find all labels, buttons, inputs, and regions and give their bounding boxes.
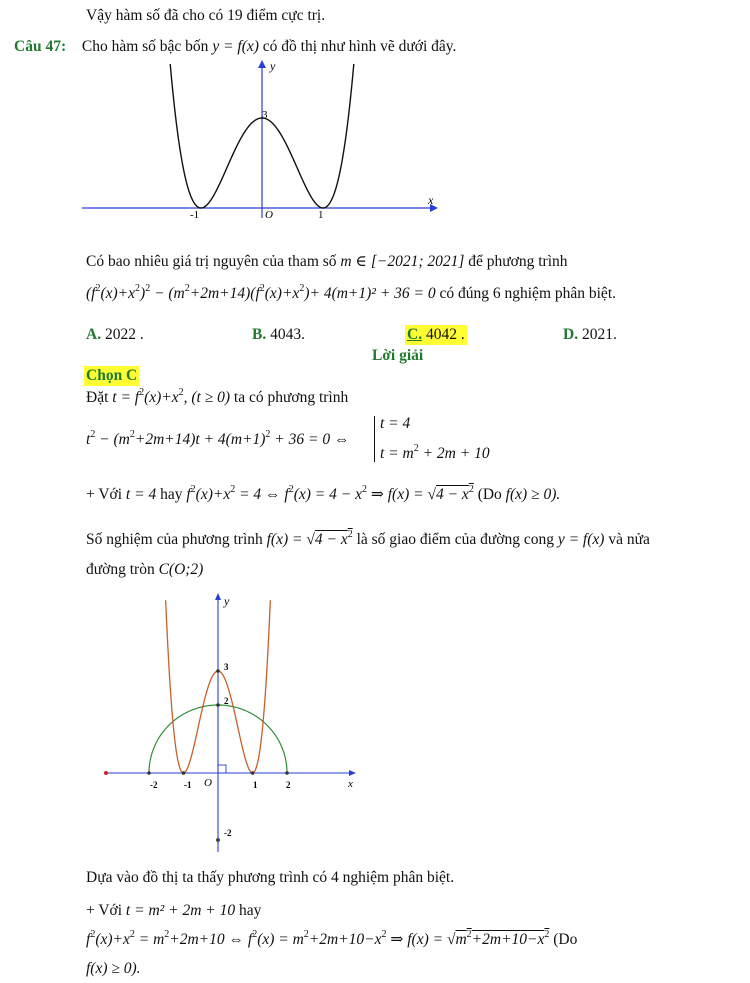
- marked-point: [182, 771, 186, 775]
- case2-hay: hay: [239, 902, 262, 919]
- root-count-line-1: Số nghiệm của phương trình $f(x) = √4 - x^2$ là số giao điểm của đường cong y = f(x) và nửa: [86, 529, 650, 548]
- case1-prefix: + Với: [86, 486, 123, 503]
- option-b-value: 4043.: [270, 326, 305, 343]
- origin-label: O: [204, 777, 212, 789]
- prompt-line-2: [86, 284, 616, 304]
- option-c[interactable]: [405, 325, 467, 345]
- root-count-func: $f(x) = √4 - x^2$: [266, 529, 353, 548]
- question-text-before: Cho hàm số bậc bốn: [81, 38, 209, 55]
- case2-condition: f(x) ≥ 0).: [86, 960, 141, 977]
- prompt-equation: $(f^2(x)+x^2)^2 - (m^2+2m+14)(f^2(x)+x^2)$: [86, 283, 310, 302]
- intro-line: Vậy hàm số đã cho có 19 điểm cực trị.: [86, 7, 326, 24]
- conclusion-line: Dựa vào đồ thị ta thấy phương trình có 4 nghiệm phân biệt.: [86, 869, 455, 886]
- case2-note: (Do: [553, 931, 578, 948]
- marked-point: [216, 703, 220, 707]
- origin-label: O: [265, 209, 273, 221]
- option-d[interactable]: [563, 325, 617, 345]
- prompt-text-1: Có bao nhiêu giá trị nguyên của tham số: [86, 253, 337, 270]
- case1-line: + Với t = 4 hay $f^2(x)+x^2 = 4$ ⇔ $f^2(x) = 4 - x^2$ ⇒ $f(x) = √4 - x^2$ (Do f(x) ≥ 0).: [86, 484, 561, 503]
- marked-point: [216, 669, 220, 673]
- case1-cond: t = 4: [125, 486, 157, 503]
- root-count-text-2: là số giao điểm của đường cong: [356, 531, 554, 548]
- case2-derivation: $f^2(x)+x^2 = m^2+2m+10$ ⇔ $f^2(x) = m^2+2m+10-x^2$ ⇒ $f(x) = √m^2+2m+10-x^2$ (Do: [86, 929, 578, 948]
- case1-hay: hay: [160, 486, 183, 503]
- x-axis-start-dot: [104, 771, 108, 775]
- y-label-neg2: -2: [224, 828, 232, 838]
- prompt-line-1: [86, 252, 568, 272]
- solution-title: Lời giải: [372, 347, 424, 364]
- x-axis-label: x: [348, 778, 353, 790]
- set-text: Đặt: [86, 389, 109, 406]
- case2-prefix: + Với: [86, 902, 123, 919]
- system-bracket: [374, 416, 375, 462]
- y-label-2: 2: [224, 696, 229, 706]
- set-line: [86, 388, 348, 408]
- question-label: Câu 47:: [14, 38, 67, 55]
- root-count-text-4: đường tròn: [86, 561, 155, 578]
- x-axis-label: x: [428, 193, 434, 207]
- case2-line: [86, 901, 261, 921]
- prompt-param: m ∈ [−2021; 2021]: [340, 253, 465, 270]
- x-label-pos1: 1: [253, 780, 258, 790]
- prompt-text-3: có đúng 6 nghiệm phân biệt.: [439, 285, 616, 302]
- circle-label: C(O;2): [158, 561, 204, 578]
- root-count-line-2: [86, 560, 203, 580]
- y-axis-end-dot: [216, 838, 220, 842]
- x-label-neg1: -1: [184, 780, 192, 790]
- marked-point: [251, 771, 255, 775]
- root-count-text-3: và nửa: [608, 531, 650, 548]
- option-b-letter: B.: [252, 326, 267, 343]
- y-axis-label: y: [224, 594, 230, 608]
- set-expression: $t = f^2(x)+x^2$, (t ≥ 0): [112, 387, 231, 406]
- right-angle-mark: [218, 765, 226, 773]
- case1-note: (Do: [477, 486, 502, 503]
- y-label-3: 3: [224, 662, 229, 672]
- x-label-neg2: -2: [150, 780, 158, 790]
- set-tail: ta có phương trình: [233, 389, 349, 406]
- option-a-letter: A.: [86, 326, 102, 343]
- option-d-letter: D.: [563, 326, 579, 343]
- option-c-letter: C.: [407, 326, 423, 343]
- option-b[interactable]: [252, 325, 305, 345]
- option-c-value: 4042 .: [425, 326, 465, 343]
- root-t-quad: $t = m^2 + 2m + 10$: [380, 443, 490, 462]
- marked-point: [147, 771, 151, 775]
- root-count-text-1: Số nghiệm của phương trình: [86, 531, 263, 548]
- x-label-pos1: 1: [318, 209, 324, 221]
- marked-point: [285, 771, 289, 775]
- case2-cond: t = m² + 2m + 10: [125, 902, 236, 919]
- graph-intersection: [100, 590, 370, 860]
- solution-choice: Chọn C: [86, 367, 138, 384]
- graph-quartic: [80, 58, 450, 223]
- x-label-pos2: 2: [286, 780, 291, 790]
- y-axis-arrow: [215, 593, 221, 600]
- root-t-4: t = 4: [380, 415, 411, 432]
- option-d-value: 2021.: [581, 326, 617, 343]
- question-text-after: có đồ thị như hình vẽ dưới đây.: [262, 38, 457, 55]
- option-a-value: 2022 .: [104, 326, 144, 343]
- prompt-text-2: để phương trình: [468, 253, 568, 270]
- question-line: [14, 37, 456, 57]
- quadratic-equation: $t^2 - (m^2+2m+14)t + 4(m+1)^2 + 36 = 0$ ⇔: [86, 429, 350, 448]
- question-func: y = f(x): [212, 38, 259, 55]
- case1-derivation: $f^2(x)+x^2 = 4$ ⇔ $f^2(x) = 4 - x^2$ ⇒ $f(x) = √4 - x^2$: [186, 484, 474, 503]
- x-label-neg1: -1: [190, 209, 200, 221]
- max-label: 3: [262, 109, 268, 121]
- option-a[interactable]: [86, 325, 144, 345]
- y-axis-arrow: [258, 60, 266, 68]
- y-axis-label: y: [270, 59, 276, 73]
- prompt-equation-tail: + 4(m+1)² + 36 = 0: [309, 285, 436, 302]
- x-axis-arrow: [349, 770, 356, 776]
